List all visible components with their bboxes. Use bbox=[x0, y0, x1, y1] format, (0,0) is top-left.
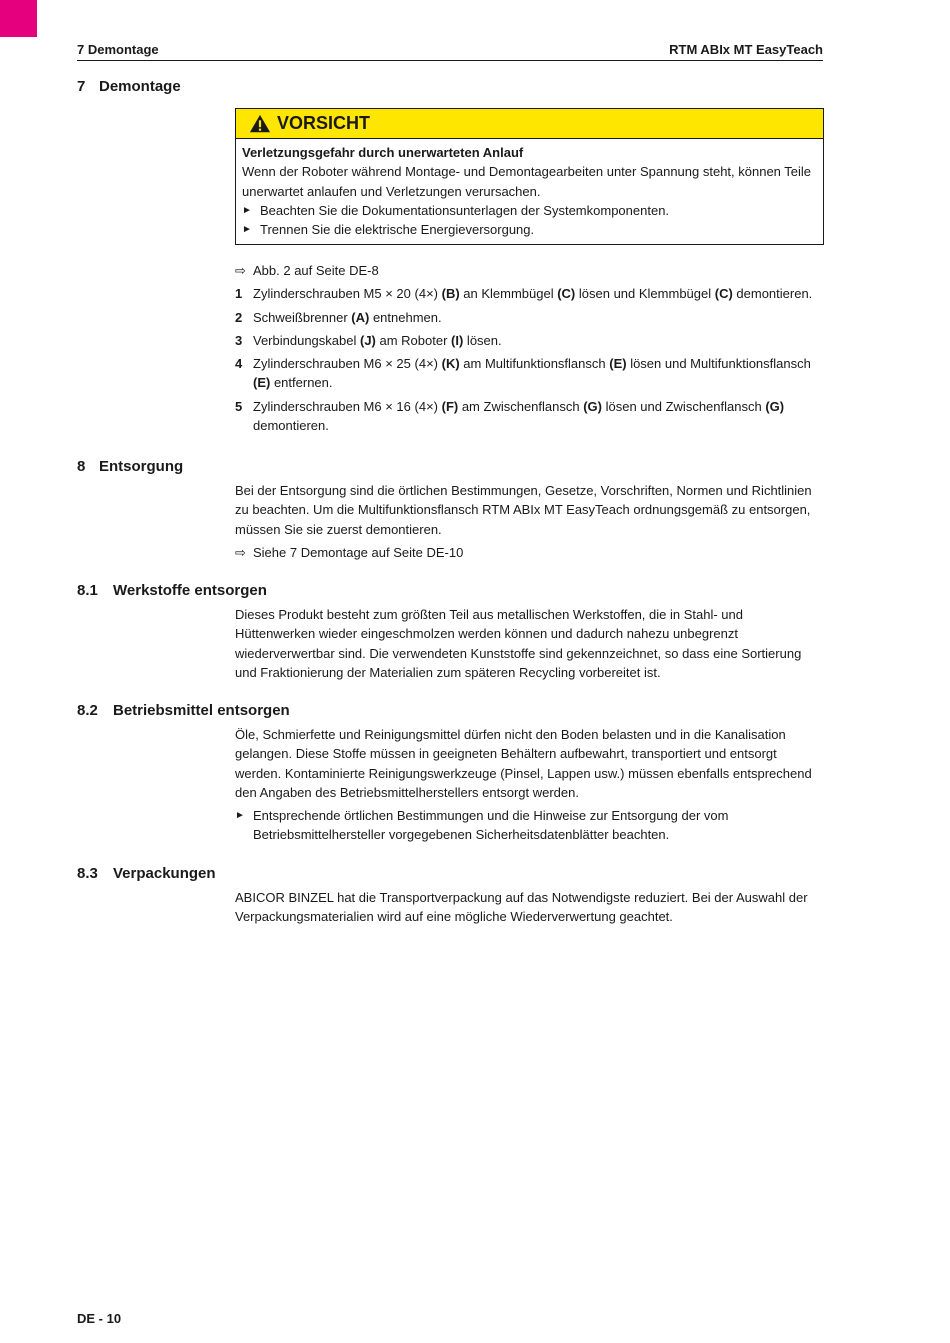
demontage-content bbox=[235, 261, 825, 439]
warning-header bbox=[236, 109, 823, 139]
werkstoffe-text: Dieses Produkt besteht zum größten Teil aus metallischen Werkstoffen, die in Stahl- und Hüttenwerken wieder eingeschmolzen werden können und dadurch nahezu unbegrenzt wiederverwertbar sind. Die verwendeten Kunststoffe sind gekennzeichnet, so dass eine Sortierung und Fraktionierung der Materialien zum späteren Recycling vorbereitet ist. bbox=[235, 607, 802, 680]
step-list bbox=[235, 284, 825, 435]
betriebsmittel-bullet: ► Entsprechende örtlichen Bestimmungen und die Hinweise zur Entsorgung der vom Betriebsmittelhersteller vorgegebenen Sicherheitsdatenblätter beachten. bbox=[235, 806, 825, 845]
step-item bbox=[235, 397, 825, 436]
page-number: DE - 10 bbox=[77, 1311, 122, 1326]
step-item bbox=[235, 284, 825, 303]
figure-reference: ⇨ Abb. 2 auf Seite DE-8 bbox=[235, 261, 825, 280]
step-number: 5 bbox=[235, 398, 243, 414]
header-chapter: 7 Demontage bbox=[77, 42, 159, 57]
heading-verpackungen: 8.3 Verpackungen bbox=[77, 865, 216, 882]
warning-triangle-icon bbox=[249, 113, 271, 135]
reference-arrow-icon: ⇨ bbox=[235, 544, 246, 560]
step-number: 2 bbox=[235, 309, 243, 325]
step-text: Zylinderschrauben M6 × 25 (4×) (K) am Multifunktionsflansch (E) lösen und Multifunktionsflansch (E) entfernen. bbox=[253, 356, 811, 391]
arrow-bullet-icon: ► bbox=[235, 810, 245, 822]
warning-bullet: ► Trennen Sie die elektrische Energieversorgung. bbox=[242, 220, 817, 239]
warning-title: VORSICHT bbox=[277, 113, 371, 133]
header-divider bbox=[77, 60, 823, 61]
entsorgung-content bbox=[235, 481, 825, 562]
heading-entsorgung: 8 Entsorgung bbox=[77, 458, 184, 475]
step-text: Schweißbrenner (A) entnehmen. bbox=[253, 309, 442, 325]
verpackungen-text: ABICOR BINZEL hat die Transportverpackung auf das Notwendigste reduziert. Bei der Auswahl der Verpackungsmaterialien wird auf eine mögliche Wiederverwertung geachtet. bbox=[235, 890, 808, 925]
warning-text: Wenn der Roboter während Montage- und Demontagearbeiten unter Spannung steht, können Teile unerwartet anlaufen und Verletzungen verursachen. bbox=[242, 164, 812, 199]
step-number: 3 bbox=[235, 332, 243, 348]
betriebsmittel-content bbox=[235, 725, 825, 845]
step-item bbox=[235, 354, 825, 393]
entsorgung-reference[interactable]: ⇨ Siehe 7 Demontage auf Seite DE-10 bbox=[235, 543, 825, 562]
step-item bbox=[235, 331, 825, 350]
heading-werkstoffe: 8.1 Werkstoffe entsorgen bbox=[77, 582, 267, 599]
betriebsmittel-text: Öle, Schmierfette und Reinigungsmittel dürfen nicht den Boden belasten und in die Kanalisation gelangen. Diese Stoffe müssen in geeigneten Behältern aufbewahrt, transportiert und entsorgt werden. Kontaminierte Reinigungswerkzeuge (Pinsel, Lappen usw.) müssen ebenfalls entsprechend den Angaben des Betriebsmittelherstellers entsorgt werden. bbox=[235, 727, 812, 800]
step-text: Zylinderschrauben M5 × 20 (4×) (B) an Klemmbügel (C) lösen und Klemmbügel (C) demontieren. bbox=[253, 286, 813, 302]
step-item bbox=[235, 308, 825, 327]
corner-marker bbox=[0, 0, 37, 37]
heading-demontage: 7 Demontage bbox=[77, 78, 181, 95]
arrow-bullet-icon: ► bbox=[242, 224, 252, 236]
step-number: 4 bbox=[235, 356, 243, 372]
step-number: 1 bbox=[235, 286, 243, 302]
reference-arrow-icon: ⇨ bbox=[235, 263, 246, 278]
warning-bullet: ► Beachten Sie die Dokumentationsunterlagen der Systemkomponenten. bbox=[242, 201, 817, 220]
arrow-bullet-icon: ► bbox=[242, 204, 252, 216]
step-text: Zylinderschrauben M6 × 16 (4×) (F) am Zwischenflansch (G) lösen und Zwischenflansch (G) demontieren. bbox=[253, 398, 785, 434]
warning-subtitle: Verletzungsgefahr durch unerwarteten Anlauf bbox=[242, 145, 524, 160]
warning-box bbox=[235, 108, 824, 245]
heading-betriebsmittel: 8.2 Betriebsmittel entsorgen bbox=[77, 702, 290, 719]
header-product: RTM ABIx MT EasyTeach bbox=[669, 42, 823, 57]
step-text: Verbindungskabel (J) am Roboter (I) lösen. bbox=[253, 332, 502, 348]
entsorgung-text: Bei der Entsorgung sind die örtlichen Bestimmungen, Gesetze, Vorschriften, Normen und Richtlinien zu beachten. Um die Multifunktionsflansch RTM ABIx MT EasyTeach ordnungsgemäß zu entsorgen, müssen Sie sie zuerst demontieren. bbox=[235, 483, 812, 537]
